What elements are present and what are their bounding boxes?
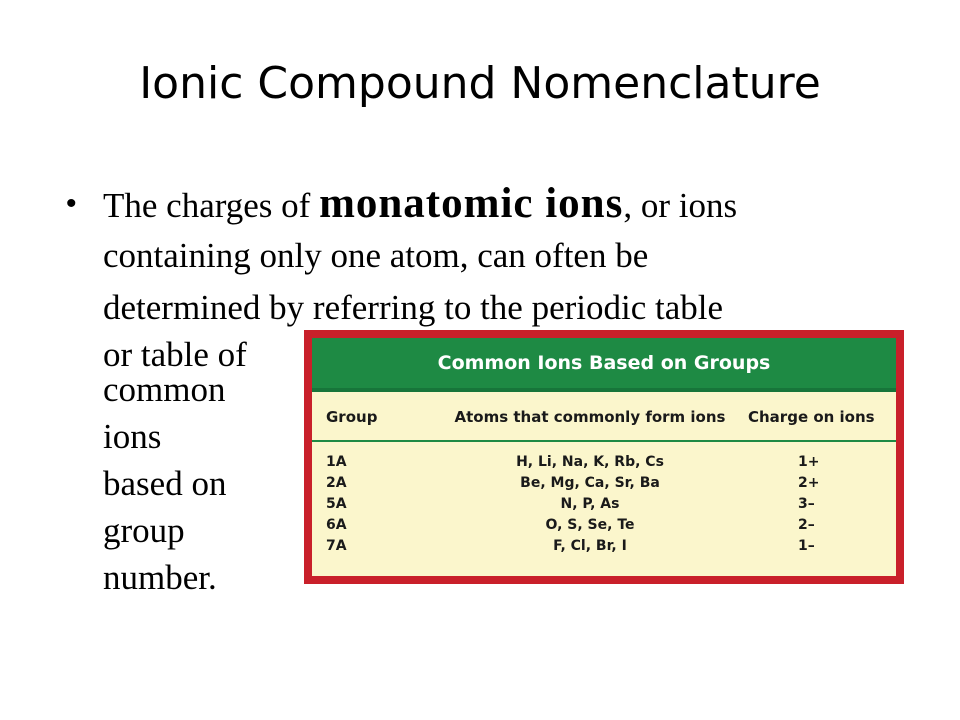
cell-charge: 3– [798, 496, 815, 512]
cell-group: 1A [326, 454, 347, 470]
table-title: Common Ions Based on Groups [312, 338, 896, 388]
table-row [312, 515, 896, 536]
bullet-marker: • [66, 187, 77, 220]
column-header-group: Group [326, 408, 378, 426]
common-ions-table [304, 330, 904, 584]
column-header-atoms: Atoms that commonly form ions [454, 408, 726, 426]
continuation-line-5: number. [103, 558, 217, 597]
cell-charge: 1– [798, 538, 815, 554]
column-header-charge: Charge on ions [748, 408, 875, 426]
header-divider [312, 388, 896, 392]
cell-atoms: O, S, Se, Te [545, 517, 635, 533]
line1-pre: The charges of [103, 186, 320, 225]
bullet-line-4: or table of [103, 335, 247, 374]
table-row [312, 494, 896, 515]
bullet-line-3: determined by referring to the periodic table [103, 288, 724, 327]
cell-atoms: F, Cl, Br, I [553, 538, 627, 554]
cell-charge: 1+ [798, 454, 820, 470]
cell-atoms: N, P, As [560, 496, 620, 512]
bullet-line-1 [103, 180, 737, 230]
cell-group: 5A [326, 496, 347, 512]
monatomic-ions-term: monatomic ions [319, 180, 624, 227]
continuation-line-1: common [103, 370, 226, 409]
table-row [312, 536, 896, 557]
table-body [312, 338, 896, 576]
cell-group: 7A [326, 538, 347, 554]
cell-charge: 2+ [798, 475, 820, 491]
cell-charge: 2– [798, 517, 815, 533]
cell-atoms: H, Li, Na, K, Rb, Cs [516, 454, 664, 470]
cell-atoms: Be, Mg, Ca, Sr, Ba [520, 475, 660, 491]
table-row [312, 473, 896, 494]
slide-title: Ionic Compound Nomenclature [139, 58, 821, 109]
continuation-line-2: ions [103, 417, 162, 456]
cell-group: 6A [326, 517, 347, 533]
bullet-line-2: containing only one atom, can often be [103, 236, 649, 275]
line1-post: , or ions [623, 186, 738, 225]
continuation-line-3: based on [103, 464, 227, 503]
column-header-divider [312, 440, 896, 442]
table-row [312, 452, 896, 473]
continuation-line-4: group [103, 511, 185, 550]
cell-group: 2A [326, 475, 347, 491]
